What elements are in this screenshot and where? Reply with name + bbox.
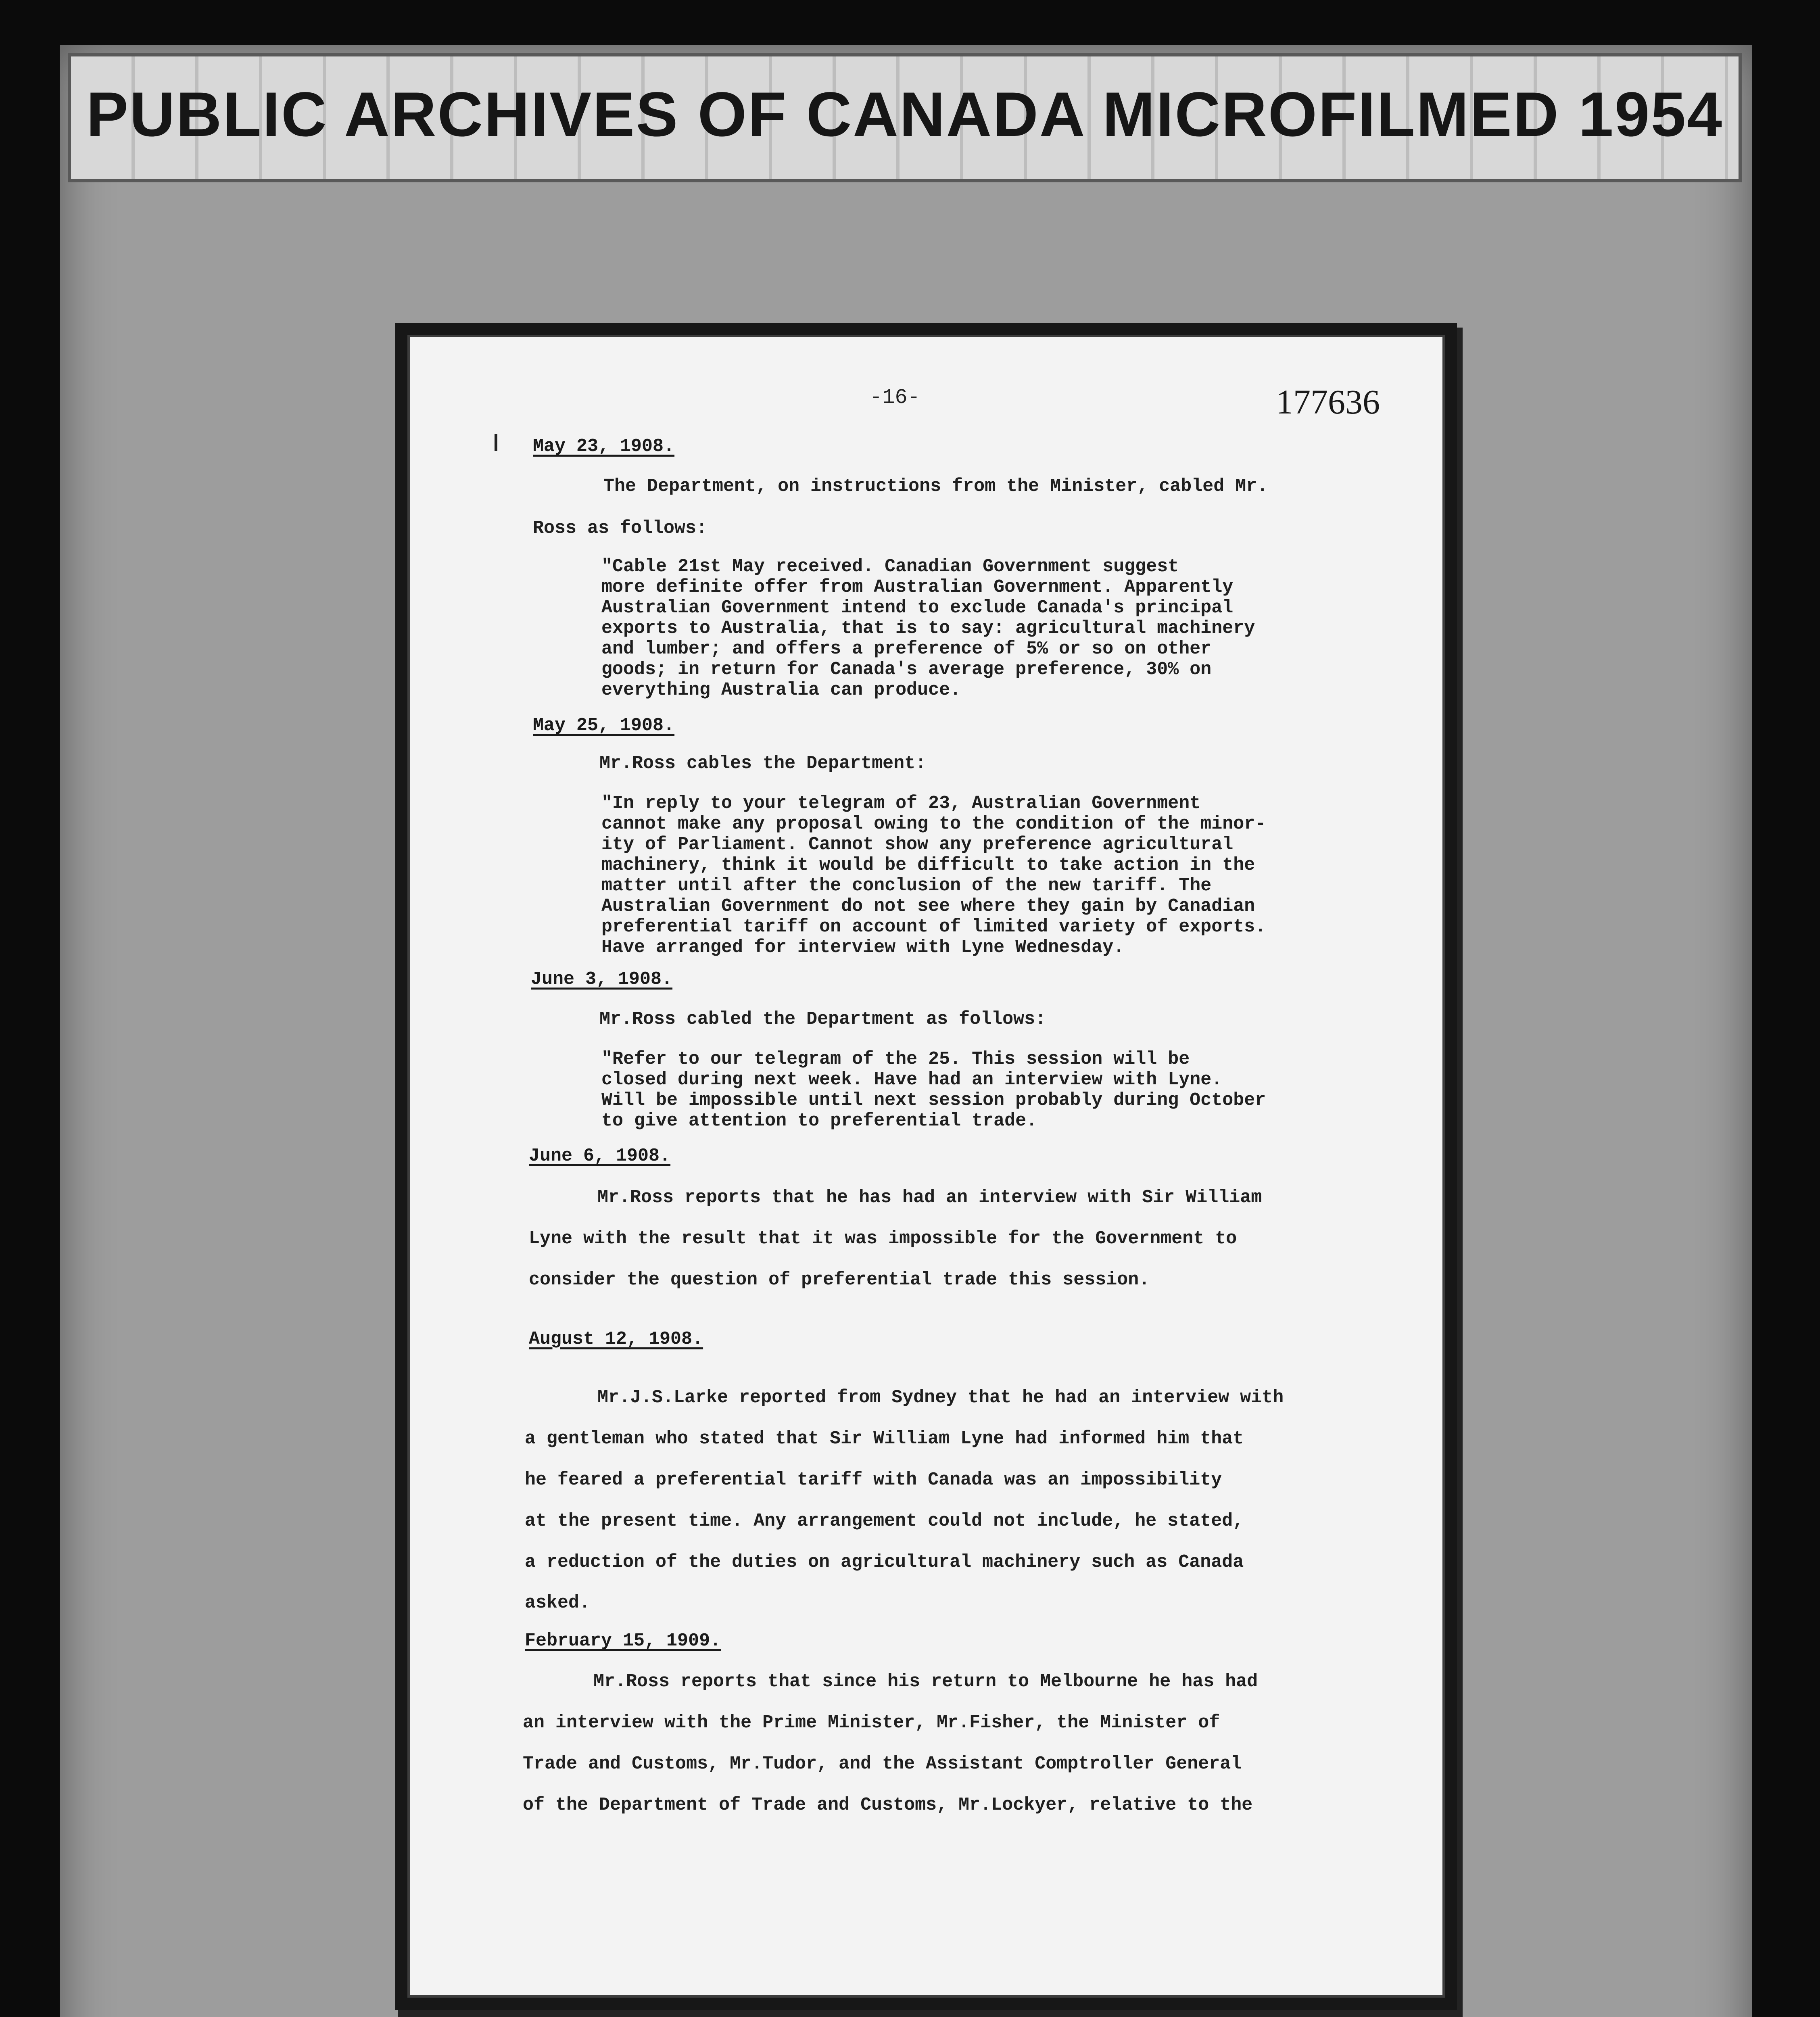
quote-line: matter until after the conclusion of the new tariff. The [601, 875, 1212, 896]
text-line: Mr.Ross reports that since his return to Melbourne he has had [593, 1671, 1258, 1692]
text-line: at the present time. Any arrangement could not include, he stated, [525, 1511, 1244, 1531]
text-line: a gentleman who stated that Sir William Lyne had informed him that [525, 1428, 1244, 1449]
text-line: Mr.Ross reports that he has had an interview with Sir William [597, 1187, 1262, 1208]
quote-line: more definite offer from Australian Government. Apparently [601, 577, 1234, 597]
quote-line: preferential tariff on account of limited variety of exports. [601, 917, 1266, 937]
document-number: 177636 [1276, 382, 1380, 421]
text-line: Trade and Customs, Mr.Tudor, and the Assistant Comptroller General [523, 1754, 1242, 1774]
quote-line: "In reply to your telegram of 23, Australian Government [601, 793, 1201, 814]
quote-line: Australian Government intend to exclude Canada's principal [601, 597, 1234, 618]
text-line: Mr.Ross cables the Department: [599, 753, 927, 774]
archive-header-text: PUBLIC ARCHIVES OF CANADA MICROFILMED 1954 [86, 79, 1724, 150]
quote-line: Will be impossible until next session probably during October [601, 1090, 1266, 1111]
quote-line: exports to Australia, that is to say: agricultural machinery [601, 618, 1255, 639]
document-page [407, 335, 1445, 1998]
text-line: he feared a preferential tariff with Canada was an impossibility [525, 1470, 1222, 1490]
document-text [410, 337, 1442, 1995]
quote-line: everything Australia can produce. [601, 680, 961, 700]
text-line: Mr.Ross cabled the Department as follows: [599, 1009, 1046, 1029]
text-line: a reduction of the duties on agricultural machinery such as Canada [525, 1552, 1244, 1572]
text-line: Ross as follows: [533, 518, 708, 539]
quote-line: Australian Government do not see where they gain by Canadian [601, 896, 1255, 917]
entry-date: August 12, 1908. [529, 1329, 703, 1349]
text-line: The Department, on instructions from the Minister, cabled Mr. [603, 476, 1268, 497]
entry-date: May 23, 1908. [533, 436, 675, 457]
quote-line: machinery, think it would be difficult to take action in the [601, 855, 1255, 875]
text-line: asked. [525, 1593, 591, 1613]
text-line: of the Department of Trade and Customs, Mr.Lockyer, relative to the [523, 1795, 1253, 1815]
entry-date: June 6, 1908. [529, 1146, 671, 1166]
quote-line: goods; in return for Canada's average preference, 30% on [601, 659, 1212, 680]
quote-line: Have arranged for interview with Lyne Wednesday. [601, 937, 1125, 958]
quote-line: and lumber; and offers a preference of 5% or so on other [601, 639, 1212, 659]
text-line: an interview with the Prime Minister, Mr.Fisher, the Minister of [523, 1712, 1220, 1733]
entry-date: June 3, 1908. [531, 969, 673, 990]
text-line: Mr.J.S.Larke reported from Sydney that he had an interview with [597, 1387, 1284, 1408]
quote-line: to give attention to preferential trade. [601, 1111, 1037, 1131]
page-number: -16- [870, 386, 920, 409]
archive-header-banner [68, 53, 1742, 182]
quote-line: "Cable 21st May received. Canadian Government suggest [601, 556, 1179, 577]
entry-date: May 25, 1908. [533, 715, 675, 736]
entry-date: February 15, 1909. [525, 1631, 721, 1651]
quote-line: ity of Parliament. Cannot show any preference agricultural [601, 834, 1234, 855]
quote-line: closed during next week. Have had an interview with Lyne. [601, 1069, 1223, 1090]
text-line: Lyne with the result that it was impossible for the Government to [529, 1228, 1237, 1249]
quote-line: cannot make any proposal owing to the condition of the minor- [601, 814, 1266, 834]
text-line: consider the question of preferential trade this session. [529, 1269, 1150, 1290]
quote-line: "Refer to our telegram of the 25. This session will be [601, 1049, 1190, 1069]
